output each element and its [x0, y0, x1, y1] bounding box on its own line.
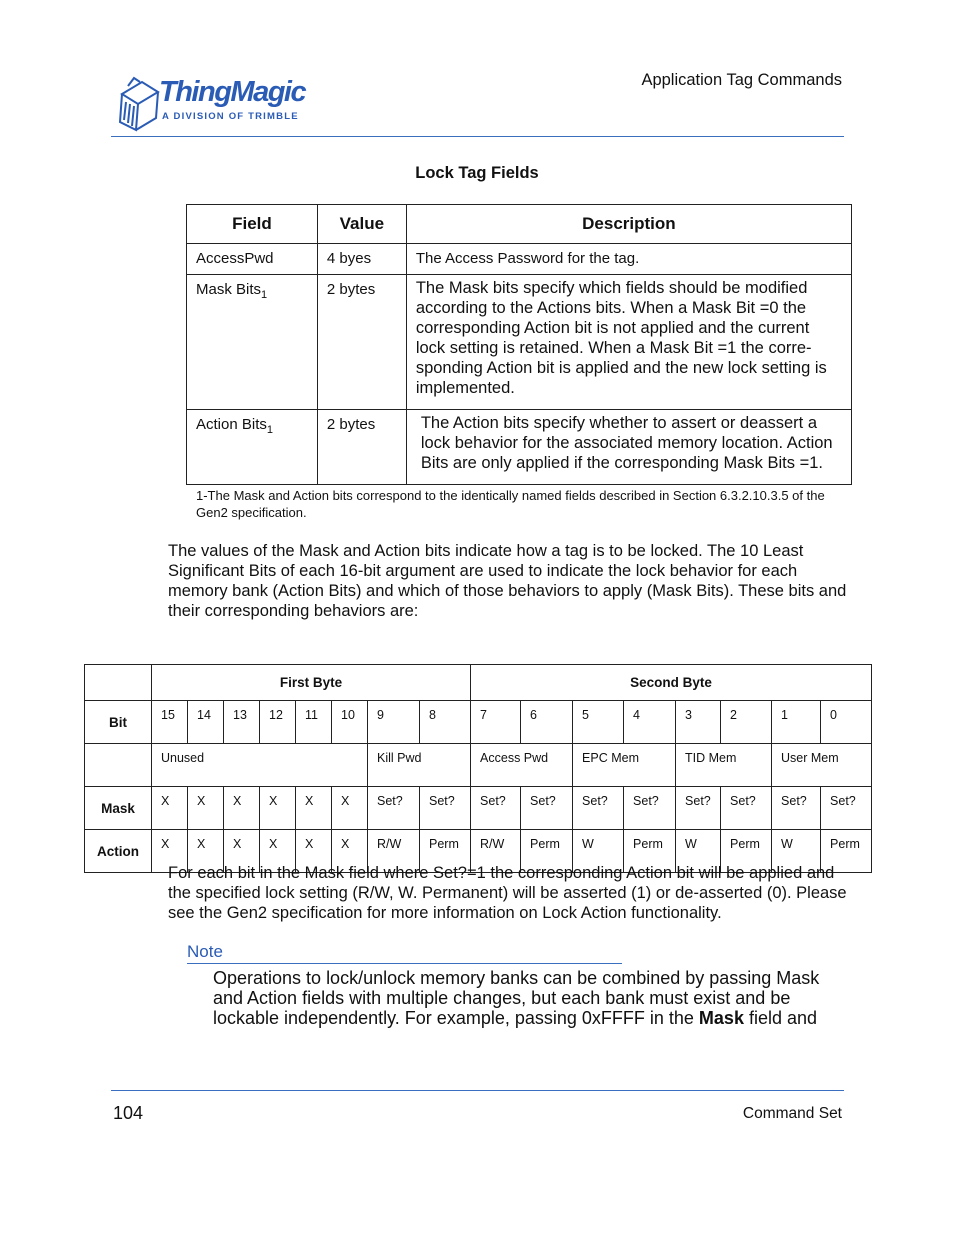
bit-number: 1 — [772, 701, 821, 744]
empty-label-cell — [85, 744, 152, 787]
bit-number: 15 — [152, 701, 188, 744]
note-title: Note — [187, 942, 223, 961]
mask-cell: X — [188, 787, 224, 830]
action-cell: X — [332, 830, 368, 873]
empty-corner-cell — [85, 665, 152, 701]
page-number: 104 — [113, 1103, 144, 1123]
table-row — [187, 275, 852, 410]
bit-number: 3 — [676, 701, 721, 744]
field-description: The Mask bits specify which fields should be modified according to the Actions bits. When a Mask Bit =0 the corresponding Action bit is not applied and the current lock setting is retained. When a Mask Bit =1 the corre-sponding Action bit is applied and the new lock setting is implemented. — [406, 275, 851, 410]
first-byte-header: First Byte — [152, 665, 471, 701]
logo-graphic-icon — [114, 72, 162, 132]
mask-cell: X — [332, 787, 368, 830]
note-text: Operations to lock/unlock memory banks can be combined by passing Mask and Action fields with multiple changes, but each bank must exist and be lockable independently. For example, passing 0xFFFF in the — [213, 968, 820, 1028]
bit-number: 10 — [332, 701, 368, 744]
mask-cell: Set? — [624, 787, 676, 830]
action-cell: Perm — [624, 830, 676, 873]
table-row — [187, 244, 852, 275]
action-cell: Perm — [521, 830, 573, 873]
mask-cell: Set? — [821, 787, 872, 830]
body-paragraph: The values of the Mask and Action bits indicate how a tag is to be locked. The 10 Least Significant Bits of each 16-bit argument are used to indicate the lock behavior for each memory bank (Action Bits) and which of those behaviors to apply (Mask Bits). These bits and their corresponding behaviors are: — [168, 542, 847, 620]
action-cell: Perm — [821, 830, 872, 873]
bit-number: 14 — [188, 701, 224, 744]
bit-number: 12 — [260, 701, 296, 744]
field-name: Action Bits — [196, 416, 267, 433]
group-tid-mem: TID Mem — [676, 744, 772, 787]
mask-cell: X — [260, 787, 296, 830]
mask-cell: Set? — [676, 787, 721, 830]
column-header: Value — [317, 205, 406, 244]
mask-row — [85, 787, 872, 830]
field-name: AccessPwd — [196, 250, 274, 267]
bit-number: 13 — [224, 701, 260, 744]
group-access-pwd: Access Pwd — [471, 744, 573, 787]
mask-cell: X — [224, 787, 260, 830]
footer-section-title: Command Set — [742, 1105, 842, 1122]
column-header: Description — [406, 205, 851, 244]
action-cell: W — [772, 830, 821, 873]
note-body — [213, 968, 853, 1028]
mask-cell: Set? — [772, 787, 821, 830]
bit-number: 2 — [721, 701, 772, 744]
action-cell: X — [260, 830, 296, 873]
note-text: field and — [743, 1008, 818, 1028]
lock-bits-table — [84, 664, 872, 873]
mask-cell: Set? — [521, 787, 573, 830]
note-bold-text: Mask — [698, 1008, 744, 1028]
mask-cell: X — [296, 787, 332, 830]
lock-tag-fields-table — [186, 204, 852, 485]
action-cell: X — [296, 830, 332, 873]
table-header-row — [187, 205, 852, 244]
row-label: Mask — [85, 787, 152, 830]
header-section-title: Application Tag Commands — [641, 71, 842, 89]
mask-cell: X — [152, 787, 188, 830]
second-byte-header: Second Byte — [471, 665, 872, 701]
group-unused: Unused — [152, 744, 368, 787]
note-rule — [187, 963, 622, 964]
header-rule — [111, 136, 844, 137]
bit-number: 4 — [624, 701, 676, 744]
byte-header-row — [85, 665, 872, 701]
bit-number: 0 — [821, 701, 872, 744]
table-row — [187, 410, 852, 485]
field-value: 4 byes — [317, 244, 406, 275]
mask-cell: Set? — [573, 787, 624, 830]
action-cell: R/W — [471, 830, 521, 873]
action-cell: X — [188, 830, 224, 873]
row-label: Action — [85, 830, 152, 873]
table-footnote: 1-The Mask and Action bits correspond to the identically named fields described in Section 6.3.2.10.3.5 of the Gen2 specification. — [196, 488, 825, 520]
action-cell: W — [573, 830, 624, 873]
field-name: Mask Bits — [196, 281, 262, 298]
bit-number-row — [85, 701, 872, 744]
action-cell: R/W — [368, 830, 420, 873]
table-caption: Lock Tag Fields — [415, 164, 539, 182]
bit-number: 7 — [471, 701, 521, 744]
bit-number: 8 — [420, 701, 471, 744]
action-cell: Perm — [721, 830, 772, 873]
field-value: 2 bytes — [317, 410, 406, 485]
field-description: The Access Password for the tag. — [406, 244, 851, 275]
field-description: The Action bits specify whether to assert or deassert a lock behavior for the associated memory location. Action Bits are only applied if the corresponding Mask Bits =1. — [406, 410, 851, 485]
action-cell: W — [676, 830, 721, 873]
bit-number: 11 — [296, 701, 332, 744]
group-kill-pwd: Kill Pwd — [368, 744, 471, 787]
mask-cell: Set? — [368, 787, 420, 830]
mask-cell: Set? — [420, 787, 471, 830]
mask-cell: Set? — [471, 787, 521, 830]
group-user-mem: User Mem — [772, 744, 872, 787]
footer-rule — [111, 1090, 844, 1091]
logo-wordmark: ThingMagic — [159, 76, 306, 108]
bit-number: 9 — [368, 701, 420, 744]
bit-number: 5 — [573, 701, 624, 744]
action-cell: Perm — [420, 830, 471, 873]
action-cell: X — [224, 830, 260, 873]
column-header: Field — [187, 205, 318, 244]
field-value: 2 bytes — [317, 275, 406, 410]
memory-group-row — [85, 744, 872, 787]
footnote-marker: 1 — [266, 424, 273, 436]
footnote-marker: 1 — [261, 289, 268, 301]
bit-number: 6 — [521, 701, 573, 744]
logo-tagline: A DIVISION OF TRIMBLE — [162, 111, 299, 122]
action-cell: X — [152, 830, 188, 873]
thingmagic-logo — [114, 72, 314, 132]
row-label: Bit — [85, 701, 152, 744]
group-epc-mem: EPC Mem — [573, 744, 676, 787]
body-paragraph: For each bit in the Mask field where Set?=1 the corresponding Action bit will be applied and the specified lock setting (R/W, W. Permanent) will be asserted (1) or de-asserted (0). Please see the Gen2 specification for more information on Lock Action functionality. — [168, 864, 847, 922]
mask-cell: Set? — [721, 787, 772, 830]
